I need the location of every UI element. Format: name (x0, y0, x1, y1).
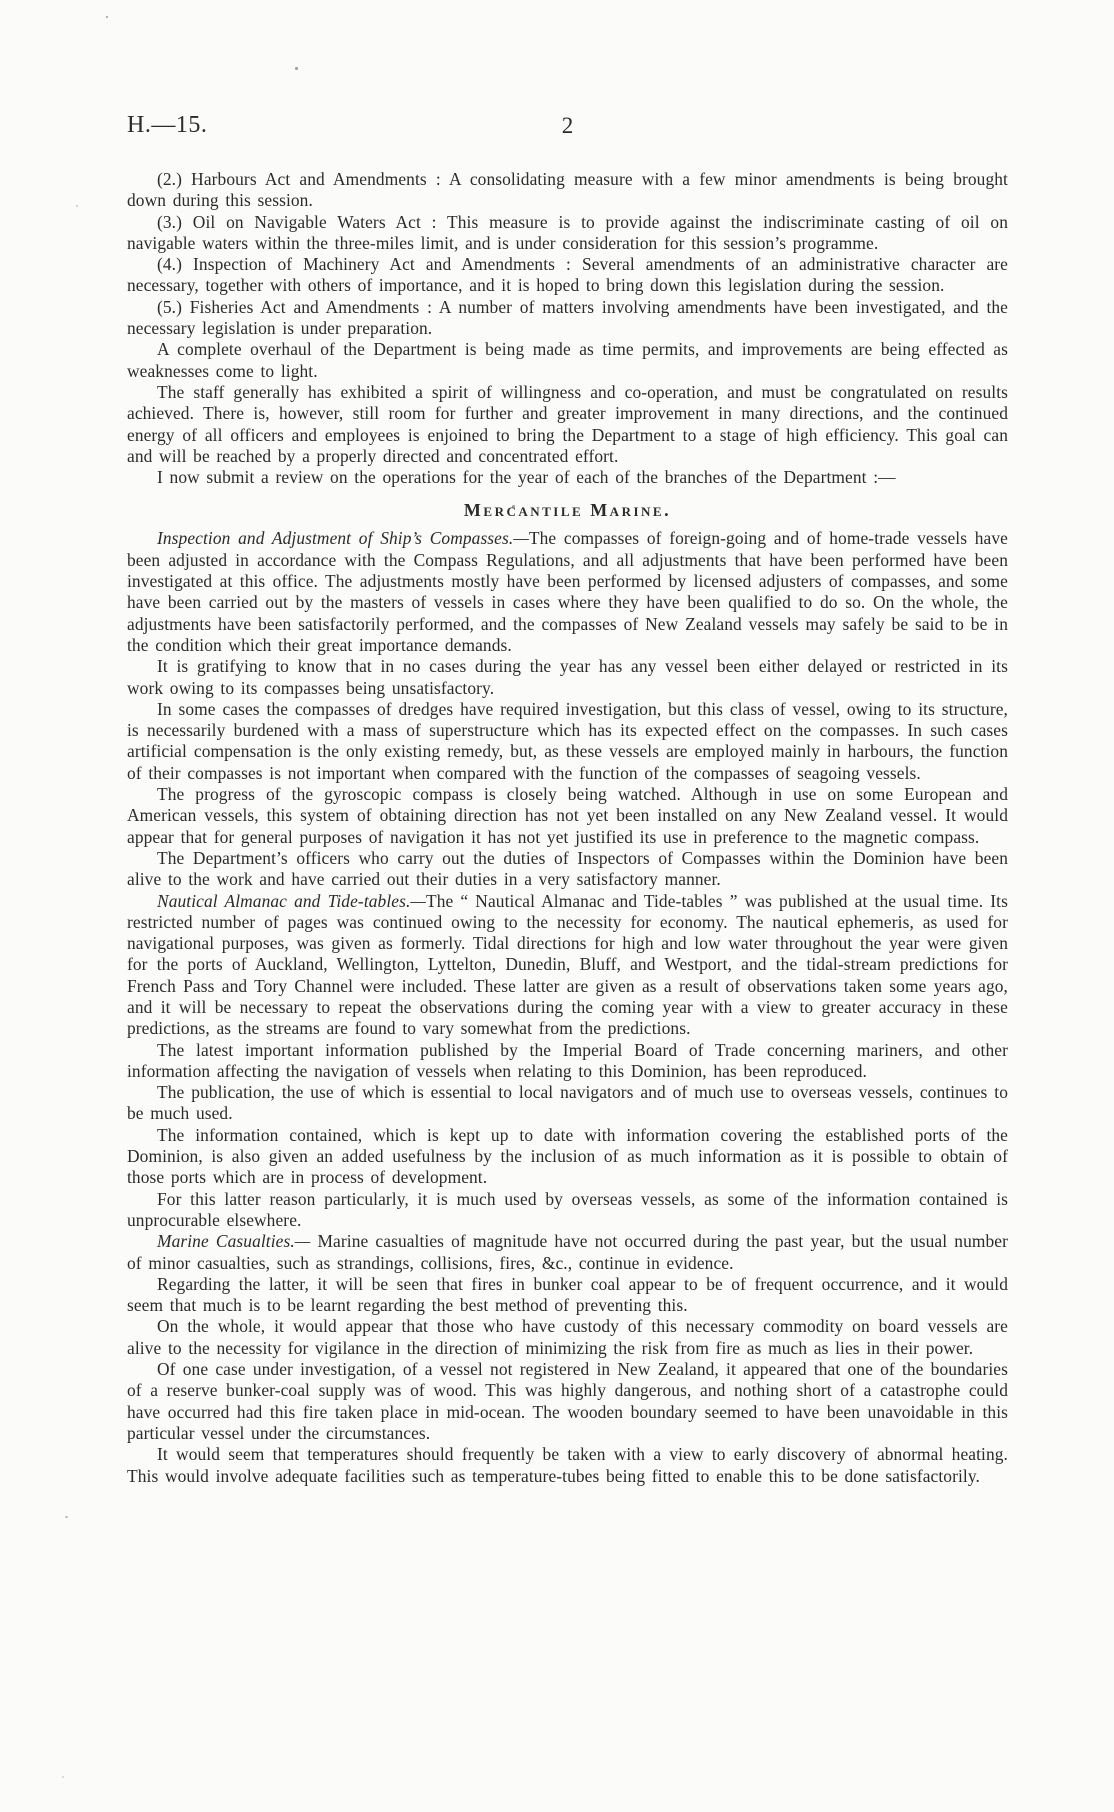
page-number: 2 (561, 113, 574, 138)
paragraph-text: The information contained, which is kept up to date with information covering the established ports of the Dominion, is also given an added usefulness by the inclusion of as much information as it is possible to obtain of those ports which are in process of development. (127, 1124, 1008, 1188)
paragraph: The staff generally has exhibited a spirit of willingness and co-operation, and must be congratulated on results achieved. There is, however, still room for further and greater improvement in many directions, and the continued energy of all officers and employees is enjoined to bring the Department to a stage of high efficiency. This goal can and will be reached by a properly directed and concentrated effort. (127, 381, 1008, 466)
paragraph-text: The Department’s officers who carry out the duties of Inspectors of Compasses within the Dominion have been alive to the work and have carried out their duties in a very satisfactory manner. (127, 847, 1008, 890)
paragraph (127, 1189, 1008, 1232)
paragraph-lead: Nautical Almanac and Tide-tables.— (157, 890, 426, 911)
paragraph-text: It would seem that temperatures should frequently be taken with a view to early discovery of abnormal heating. This would involve adequate facilities such as temperature-tubes being fitted to enable this to be done satisfactorily. (127, 1444, 1008, 1486)
paragraph (127, 891, 1008, 1040)
report-number: H.—15. (127, 112, 208, 138)
paragraph-text: Of one case under investigation, of a vessel not registered in New Zealand, it appeared that one of the boundaries of a reserve bunker-coal supply was of wood. This was highly dangerous, and nothing short of a catastrophe could have occurred had this fire taken place in mid-ocean. The wooden boundary seemed to have been unavoidable in this particular vessel under the circumstances. (127, 1359, 1008, 1443)
paragraph: A complete overhaul of the Department is being made as time permits, and improvements are being effected as weaknesses come to light. (127, 339, 1008, 381)
paragraph: I now submit a review on the operations for the year of each of the branches of the Department :— (157, 467, 896, 488)
scan-speck (76, 205, 78, 207)
paragraph (127, 784, 1008, 848)
paragraph (127, 1359, 1008, 1444)
section-heading: Mercantile Marine. (463, 500, 672, 521)
paragraph (127, 1231, 1008, 1274)
paragraph (127, 1274, 1008, 1317)
paragraph (127, 656, 1008, 699)
paragraph-text: In some cases the compasses of dredges have required investigation, but this class of vessel, owing to its structure, is necessarily burdened with a mass of superstructure which has its expected effect on the compasses. In such cases artificial compensation is the only existing remedy, but, as these vessels are employed mainly in harbours, the function of their compasses is not important when compared with the function of the compasses of seagoing vessels. (127, 698, 1008, 783)
paragraph (127, 1125, 1008, 1189)
paragraph-text: The compasses of foreign-going and of home-trade vessels have been adjusted in accordance with the Compass Regulations, and all adjustments that have been performed have been investigated at this office. The adjustments mostly have been performed by licensed adjusters of compasses, and some have been carried out by the masters of vessels in cases where they have been qualified to do so. On the whole, the adjustments have been satisfactorily performed, and the compasses of New Zealand vessels may safely be said to be in the condition which their great importance demands. (127, 528, 1008, 655)
paragraph-text: The latest important information published by the Imperial Board of Trade concerning mariners, and other information affecting the navigation of vessels when relating to this Dominion, has been reproduced. (127, 1039, 1008, 1081)
scan-speck (62, 1776, 64, 1778)
paragraph-text: On the whole, it would appear that those who have custody of this necessary commodity on board vessels are alive to the necessity for vigilance in the direction of minimizing the risk from fire as much as lies in their power. (127, 1316, 1008, 1358)
paragraph: (4.) Inspection of Machinery Act and Amendments : Several amendments of an administrative character are necessary, together with others of importance, and it is hoped to bring down this legislation during the session. (127, 254, 1008, 296)
paragraph-text: Regarding the latter, it will be seen that fires in bunker coal appear to be of frequent occurrence, and it would seem that much is to be learnt regarding the best method of preventing this. (127, 1273, 1008, 1316)
paragraph-text: Marine casualties of magnitude have not occurred during the past year, but the usual number of minor casualties, such as strandings, collisions, fires, &c., continue in evidence. (127, 1231, 1009, 1273)
paragraph (127, 1444, 1008, 1487)
scan-speck (106, 16, 108, 18)
scan-speck (65, 1516, 68, 1518)
paragraph (127, 848, 1008, 891)
paragraph-lead: Inspection and Adjustment of Ship’s Compasses.— (157, 528, 529, 549)
document-body (127, 169, 1008, 1487)
paragraph-lead: Marine Casualties.— (157, 1231, 311, 1252)
paragraph-text: The publication, the use of which is essential to local navigators and of much use to overseas vessels, continues to be much used. (127, 1082, 1008, 1124)
paragraph: (2.) Harbours Act and Amendments : A consolidating measure with a few minor amendments is being brought down during this session. (127, 169, 1008, 211)
paragraph-text: It is gratifying to know that in no cases during the year has any vessel been either delayed or restricted in its work owing to its compasses being unsatisfactory. (127, 656, 1008, 698)
paragraph-text: For this latter reason particularly, it is much used by overseas vessels, as some of the information contained is unprocurable elsewhere. (127, 1188, 1008, 1230)
scan-speck (295, 67, 298, 70)
paragraph: (3.) Oil on Navigable Waters Act : This measure is to provide against the indiscriminate casting of oil on navigable waters within the three-miles limit, and is under consideration for this session’s programme. (127, 211, 1008, 253)
page-header (127, 112, 1008, 146)
paragraph-text: The progress of the gyroscopic compass is closely being watched. Although in use on some European and American vessels, this system of obtaining direction has not yet been installed on any New Zealand vessel. It would appear that for general purposes of navigation it has not yet justified its use in preference to the magnetic compass. (127, 784, 1008, 847)
paragraph (127, 1316, 1008, 1359)
paragraph-text: The “ Nautical Almanac and Tide-tables ” was published at the usual time. Its restricted number of pages was continued owing to the necessity for economy. The nautical ephemeris, as used for navigational purposes, was given as formerly. Tidal directions for high and low water throughout the year were given for the ports of Auckland, Wellington, Lyttelton, Dunedin, Bluff, and Westport, and the tidal-stream predictions for French Pass and Tory Channel were included. These latter are given as a result of observations taken some years ago, and it will be necessary to repeat the observations during the coming year with a view to greater accuracy in these predictions, as the streams are found to vary somewhat from the predictions. (127, 890, 1008, 1039)
paragraph (127, 528, 1008, 656)
paragraph (127, 1082, 1008, 1125)
paragraph (127, 1040, 1008, 1083)
paragraph: (5.) Fisheries Act and Amendments : A number of matters involving amendments have been investigated, and the necessary legislation is under preparation. (127, 296, 1008, 339)
paragraph (127, 699, 1008, 784)
